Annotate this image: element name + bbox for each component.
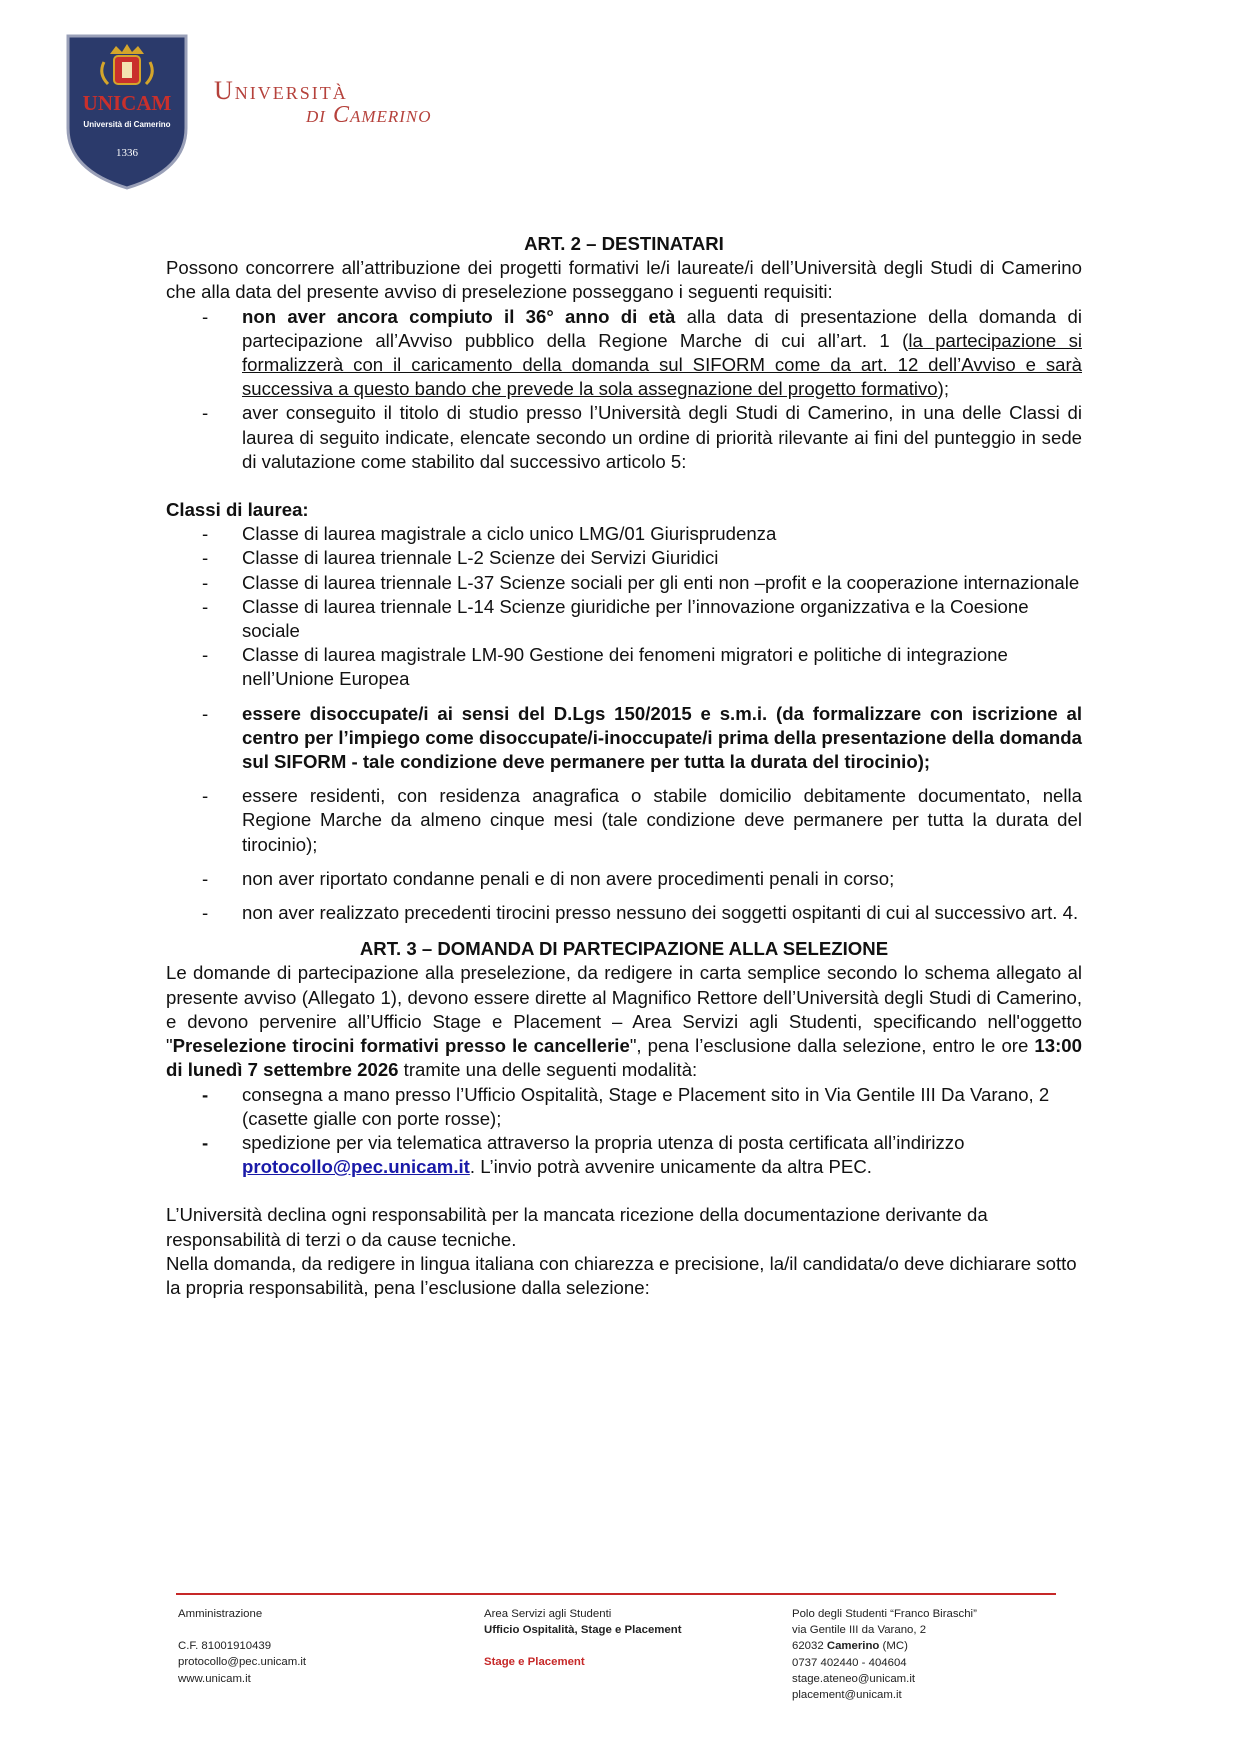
- requirements-list-a: [166, 305, 1082, 474]
- requirement-degree: - aver conseguito il titolo di studio presso l’Università degli Studi di Camerino, in una delle Classi di laurea di seguito indicate, elencate secondo un ordine di priorità rilevante ai fini del punteggio in sede di valutazione come stabilito dal successivo articolo 5:: [202, 402, 1082, 472]
- footer-office-name: Ufficio Ospitalità, Stage e Placement: [484, 1624, 682, 1637]
- footer-divider: [176, 1593, 1056, 1595]
- req6-text: non aver realizzato precedenti tirocini presso nessuno dei soggetti ospitanti di cui al successivo art. 4.: [242, 902, 1079, 924]
- p1-part-c: tramite una delle seguenti modalità:: [398, 1059, 698, 1081]
- footer-street: via Gentile III da Varano, 2: [792, 1624, 927, 1637]
- university-wordmark: [214, 74, 514, 134]
- list-item: - Classe di laurea magistrale LM-90 Gestione dei fenomeni migratori e politiche di integrazione nell’Unione Europea: [202, 644, 1008, 690]
- footer-city: Camerino: [826, 1640, 880, 1653]
- footer-email-stage: stage.ateneo@unicam.it: [792, 1672, 916, 1685]
- list-item: - Classe di laurea magistrale a ciclo unico LMG/01 Giurisprudenza: [202, 523, 777, 545]
- footer-stage-placement: Stage e Placement: [484, 1656, 585, 1669]
- p1-deadline: 13:00 di lunedì 7 settembre 2026: [166, 1035, 1082, 1081]
- p1-part-b: ", pena l’esclusione dalla selezione, entro le ore: [629, 1035, 1035, 1057]
- wordmark-line1: Università: [214, 76, 348, 105]
- footer-phone: 0737 402440 - 404604: [792, 1656, 907, 1669]
- requirement-previous-internships: - non aver realizzato precedenti tirocini presso nessuno dei soggetti ospitanti di cui al successivo art. 4.: [202, 902, 1079, 924]
- footer-administration: [178, 1606, 306, 1687]
- req1-underline: la partecipazione si formalizzerà con il caricamento della domanda sul SIFORM come da art. 12 dell’Avviso e sarà successiva a questo bando che prevede la sola assegnazione del progetto formativo: [242, 329, 1082, 400]
- shield-subtitle: Università di Camerino: [83, 120, 171, 129]
- art2-intro: Possono concorrere all’attribuzione dei progetti formativi le/i laureate/i dell’Università degli Studi di Camerino che alla data del presente avviso di preselezione posseggano i seguenti requisiti:: [166, 257, 1082, 303]
- req3-text: essere disoccupate/i ai sensi del D.Lgs 150/2015 e s.m.i. (da formalizzare con iscrizione al centro per l’impiego come disoccupate/i-inoccupate/i prima della presentazione della domanda sul SIFORM - tale condizione deve permanere per tutta la durata del tirocinio);: [242, 702, 1082, 773]
- classes-heading: Classi di laurea:: [166, 499, 309, 521]
- footer-cap: 62032: [792, 1640, 827, 1653]
- class-label: Classe di laurea triennale L-14 Scienze giuridiche per l’innovazione organizzativa e la Coesione sociale: [242, 595, 1029, 642]
- list-item: - Classe di laurea triennale L-14 Scienze giuridiche per l’innovazione organizzativa e la Coesione sociale: [202, 595, 1029, 642]
- footer-tax-code: C.F. 81001910439: [178, 1640, 272, 1653]
- wordmark-line2: di Camerino: [306, 102, 432, 128]
- footer-website: www.unicam.it: [178, 1672, 251, 1685]
- mode-pec: - spedizione per via telematica attraverso la propria utenza di posta certificata all’indirizzo protocollo@pec.unicam.it. L’invio potrà avvenire unicamente da altra PEC.: [202, 1131, 965, 1178]
- art2-title: ART. 2 – DESTINATARI: [524, 233, 724, 254]
- mode1-text: consegna a mano presso l’Ufficio Ospitalità, Stage e Placement sito in Via Gentile III Da Varano, 2 (casette gialle con porte rosse);: [242, 1083, 1050, 1129]
- shield-year: 1336: [116, 147, 138, 159]
- req4-text: essere residenti, con residenza anagrafica o stabile domicilio debitamente documentato, nella Regione Marche da almeno cinque mesi (tale condizione deve permanere per tutta la durata del tirocinio);: [242, 785, 1082, 855]
- requirement-unemployed: - essere disoccupate/i ai sensi del D.Lgs 150/2015 e s.m.i. (da formalizzare con iscrizione al centro per l’impiego come disoccupate/i-inoccupate/i prima della presentazione della domanda sul SIFORM - tale condizione deve permanere per tutta la durata del tirocinio);: [202, 702, 1082, 773]
- document-body: [166, 232, 1082, 1300]
- shield-name: UNICAM: [82, 91, 172, 115]
- footer-pec: protocollo@pec.unicam.it: [178, 1656, 307, 1669]
- footer-admin-title: Amministrazione: [178, 1608, 263, 1620]
- mode-hand-delivery: - consegna a mano presso l’Ufficio Ospitalità, Stage e Placement sito in Via Gentile III Da Varano, 2 (casette gialle con porte rosse);: [202, 1083, 1050, 1129]
- art3-title: ART. 3 – DOMANDA DI PARTECIPAZIONE ALLA SELEZIONE: [359, 938, 889, 960]
- class-label: Classe di laurea magistrale a ciclo unico LMG/01 Giurisprudenza: [242, 523, 777, 545]
- art3-paragraph-2: L’Università declina ogni responsabilità per la mancata ricezione della documentazione derivante da responsabilità di terzi o da cause tecniche.: [166, 1204, 988, 1250]
- requirements-list-b: [166, 702, 1082, 926]
- footer-polo: Polo degli Studenti “Franco Biraschi”: [792, 1608, 977, 1620]
- list-item: - Classe di laurea triennale L-2 Scienze dei Servizi Giuridici: [202, 547, 719, 569]
- class-label: Classe di laurea magistrale LM-90 Gestione dei fenomeni migratori e politiche di integrazione nell’Unione Europea: [242, 644, 1008, 690]
- requirement-age: - non aver ancora compiuto il 36° anno di età alla data di presentazione della domanda di partecipazione all’Avviso pubblico della Regione Marche di cui all’art. 1 (la partecipazione si formalizzerà con il caricamento della domanda sul SIFORM come da art. 12 dell’Avviso e sarà successiva a questo bando che prevede la sola assegnazione del progetto formativo);: [202, 305, 1083, 400]
- class-label: Classe di laurea triennale L-37 Scienze sociali per gli enti non –profit e la cooperazione internazionale: [242, 571, 1080, 593]
- req1-end: );: [937, 378, 949, 400]
- footer-email-placement: placement@unicam.it: [792, 1689, 902, 1702]
- mode2-text: spedizione per via telematica attraverso la propria utenza di posta certificata all’indirizzo: [242, 1131, 965, 1153]
- footer-address: [792, 1606, 977, 1703]
- art3-paragraph-3: Nella domanda, da redigere in lingua italiana con chiarezza e precisione, la/il candidata/o deve dichiarare sotto la propria responsabilità, pena l’esclusione dalla selezione:: [166, 1252, 1077, 1298]
- pec-email-link[interactable]: protocollo@pec.unicam.it: [242, 1156, 470, 1178]
- p1-subject: Preselezione tirocini formativi presso le cancellerie: [172, 1035, 630, 1057]
- list-item: - Classe di laurea triennale L-37 Scienze sociali per gli enti non –profit e la cooperazione internazionale: [202, 571, 1080, 593]
- footer-area: Area Servizi agli Studenti: [484, 1608, 612, 1620]
- footer-office: [484, 1606, 682, 1671]
- footer-city-line: [792, 1638, 977, 1654]
- degree-classes-list: [166, 522, 1082, 691]
- requirement-criminal-record: - non aver riportato condanne penali e di non avere procedimenti penali in corso;: [202, 867, 895, 889]
- unicam-shield-logo: [64, 32, 190, 190]
- req2-text: aver conseguito il titolo di studio presso l’Università degli Studi di Camerino, in una delle Classi di laurea di seguito indicate, elencate secondo un ordine di priorità rilevante ai fini del punteggio in sede di valutazione come stabilito dal successivo articolo 5:: [242, 402, 1082, 472]
- footer-province: (MC): [879, 1640, 908, 1653]
- submission-modes-list: [166, 1083, 1082, 1180]
- p1-part-a: Le domande di partecipazione alla preselezione, da redigere in carta semplice secondo lo schema allegato al presente avviso (Allegato 1), devono essere dirette al Magnifico Rettore dell’Università degli Studi di Camerino, e devono pervenire all’Ufficio Stage e Placement – Area Servizi agli Studenti, specificando nell'oggetto ": [166, 962, 1082, 1057]
- class-label: Classe di laurea triennale L-2 Scienze dei Servizi Giuridici: [242, 547, 719, 569]
- requirement-residence: - essere residenti, con residenza anagrafica o stabile domicilio debitamente documentato, nella Regione Marche da almeno cinque mesi (tale condizione deve permanere per tutta la durata del tirocinio);: [202, 785, 1082, 855]
- req1-text: alla data di presentazione della domanda di partecipazione all’Avviso pubblico della Regione Marche di cui all’art. 1 (: [242, 305, 1083, 351]
- req1-bold: non aver ancora compiuto il 36° anno di età: [242, 305, 676, 327]
- mode2-end: . L’invio potrà avvenire unicamente da altra PEC.: [469, 1156, 872, 1178]
- art3-paragraph-1: [166, 961, 1082, 1082]
- req5-text: non aver riportato condanne penali e di non avere procedimenti penali in corso;: [242, 867, 895, 889]
